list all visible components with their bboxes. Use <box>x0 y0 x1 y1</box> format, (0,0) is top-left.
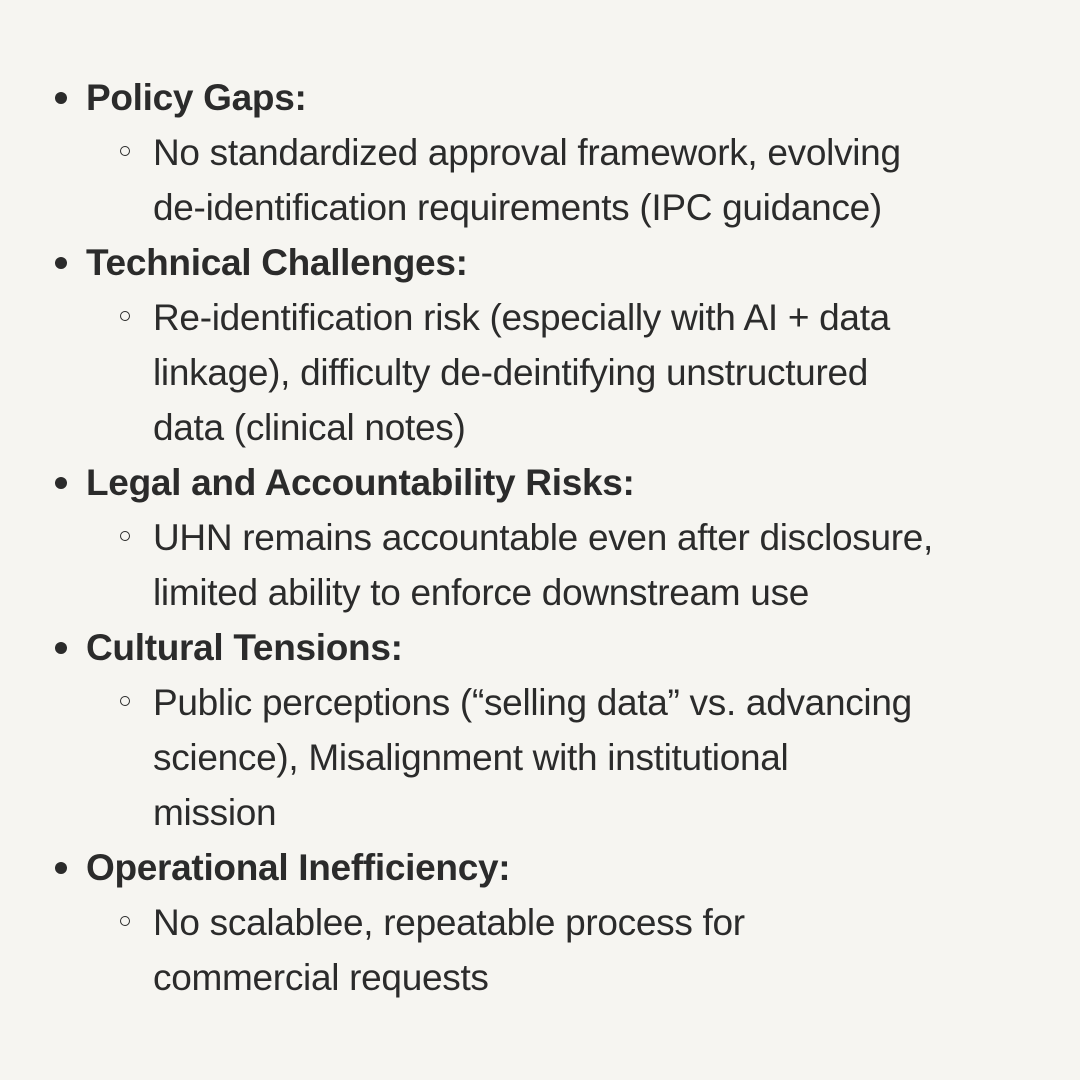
item-heading-row <box>52 840 1032 895</box>
sub-item-line: commercial requests <box>153 957 489 998</box>
item-heading: Operational Inefficiency: <box>86 847 511 888</box>
sub-item-line: linkage), difficulty de-deintifying unstructured <box>153 352 869 393</box>
list-item-operational-inefficiency <box>52 840 1032 1005</box>
bullet-circle-icon <box>120 311 130 321</box>
sub-item-line: UHN remains accountable even after disclosure, <box>153 517 934 558</box>
sub-item-line: mission <box>153 792 277 833</box>
item-heading: Technical Challenges: <box>86 242 468 283</box>
list-item-legal-accountability <box>52 455 1032 620</box>
bullet-dot-icon <box>55 257 67 269</box>
sub-item <box>52 675 1013 840</box>
item-heading: Cultural Tensions: <box>86 627 403 668</box>
item-heading: Legal and Accountability Risks: <box>86 462 635 503</box>
bullet-circle-icon <box>120 916 130 926</box>
bullet-circle-icon <box>120 696 130 706</box>
list-item-policy-gaps <box>52 70 1032 235</box>
sub-item <box>52 290 1013 455</box>
bullet-dot-icon <box>55 862 67 874</box>
bullet-dot-icon <box>55 477 67 489</box>
sub-item-line: Public perceptions (“selling data” vs. advancing <box>153 682 912 723</box>
item-heading-row <box>52 620 1032 675</box>
list-item-technical-challenges <box>52 235 1032 455</box>
sub-item-line: No standardized approval framework, evolving <box>153 132 901 173</box>
item-heading-row <box>52 455 1032 510</box>
sub-item <box>52 125 1013 235</box>
sub-item-line: de-identification requirements (IPC guidance) <box>153 187 882 228</box>
challenges-list <box>52 70 1032 1005</box>
item-heading: Policy Gaps: <box>86 77 307 118</box>
sub-item <box>52 510 1013 620</box>
sub-item-line: No scalablee, repeatable process for <box>153 902 745 943</box>
list-item-cultural-tensions <box>52 620 1032 840</box>
sub-item-line: science), Misalignment with institutional <box>153 737 789 778</box>
item-heading-row <box>52 235 1032 290</box>
sub-item-line: limited ability to enforce downstream use <box>153 572 810 613</box>
item-heading-row <box>52 70 1032 125</box>
sub-item-line: data (clinical notes) <box>153 407 466 448</box>
sub-item-line: Re-identification risk (especially with AI + data <box>153 297 890 338</box>
bullet-circle-icon <box>120 531 130 541</box>
bullet-dot-icon <box>55 92 67 104</box>
bullet-circle-icon <box>120 146 130 156</box>
sub-item <box>52 895 1013 1005</box>
bullet-dot-icon <box>55 642 67 654</box>
